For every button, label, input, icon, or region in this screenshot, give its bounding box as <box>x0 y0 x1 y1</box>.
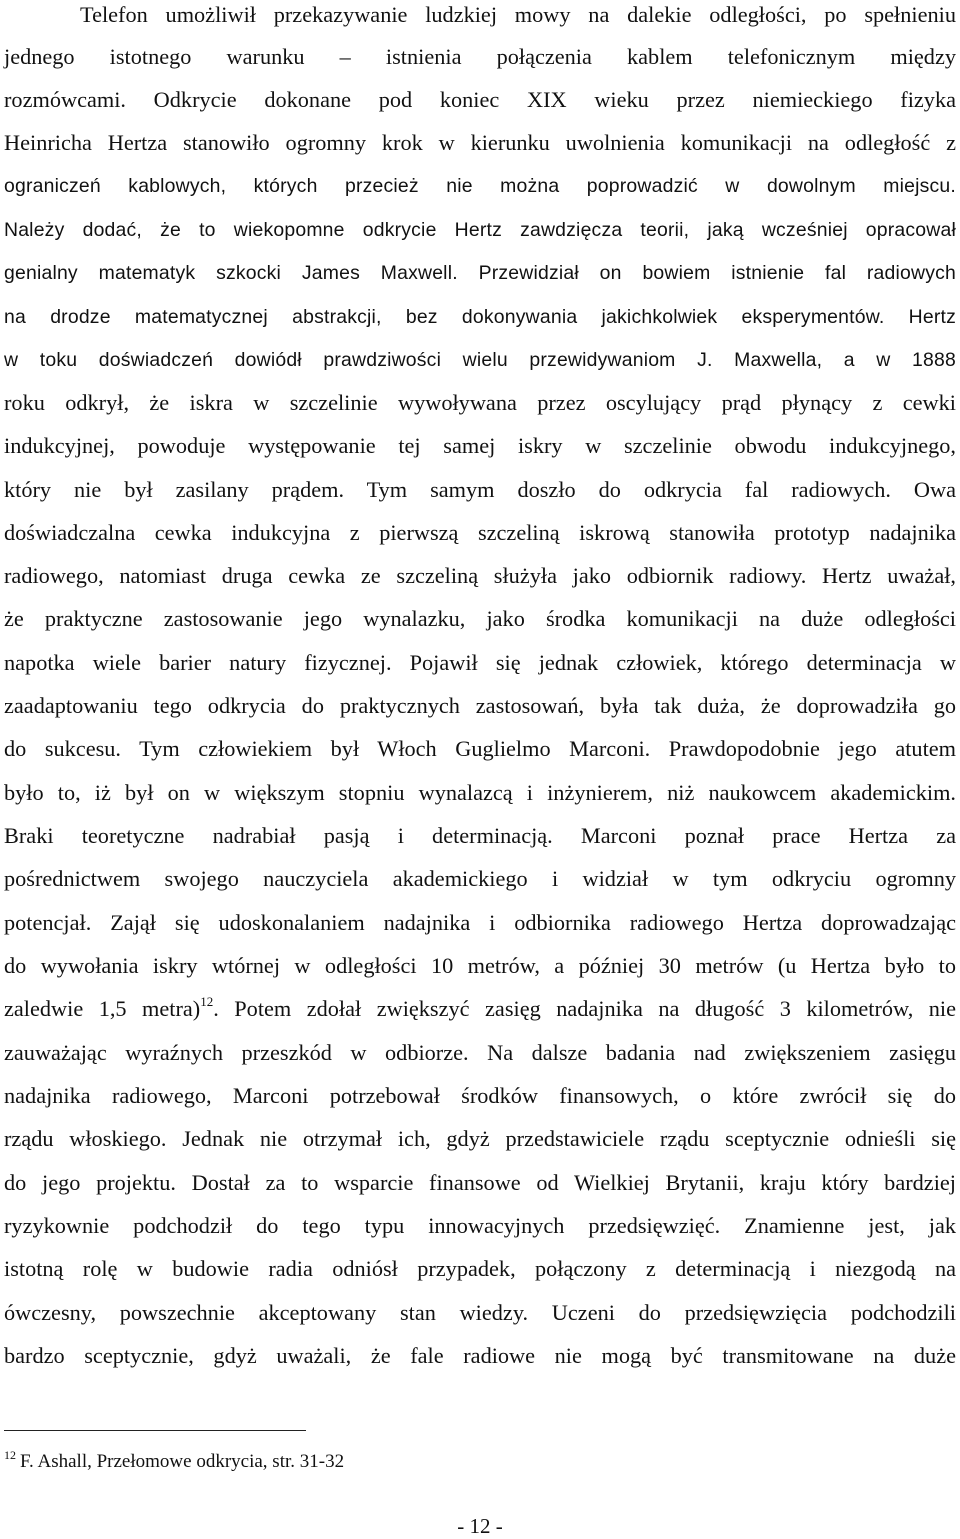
footnote-text: F. Ashall, Przełomowe odkrycia, str. 31-32 <box>20 1451 345 1472</box>
paragraph-line: Braki teoretyczne nadrabiał pasją i determinacją. Marconi poznał prace Hertza za <box>4 823 956 848</box>
line-text: . Potem zdołał zwiększyć zasięg nadajnika na długość 3 kilometrów, nie <box>213 996 956 1021</box>
paragraph-line: istotną rolę w budowie radia odniósł przypadek, połączony z determinacją i niezgodą na <box>4 1256 956 1281</box>
paragraph-line: Heinricha Hertza stanowiło ogromny krok w kierunku uwolnienia komunikacji na odległość z <box>4 130 956 155</box>
paragraph-line: który nie był zasilany prądem. Tym samym doszło do odkrycia fal radiowych. Owa <box>4 477 956 502</box>
paragraph-line: było to, iż był on w większym stopniu wynalazcą i inżynierem, niż naukowcem akademickim. <box>4 780 956 805</box>
paragraph-line: rządu włoskiego. Jednak nie otrzymał ich, gdyż przedstawiciele rządu sceptycznie odnieśli się <box>4 1126 956 1151</box>
paragraph-line: do wywołania iskry wtórnej w odległości 10 metrów, a później 30 metrów (u Hertza było to <box>4 953 956 978</box>
paragraph-line: pośrednictwem swojego nauczyciela akademickiego i widział w tym odkryciu ogromny <box>4 866 956 891</box>
paragraph-line: genialny matematyk szkocki James Maxwell. Przewidział on bowiem istnienie fal radiowych <box>4 262 956 284</box>
paragraph-line: ryzykownie podchodził do tego typu innowacyjnych przedsięwzięć. Znamienne jest, jak <box>4 1213 956 1238</box>
footnote-reference: 12 <box>200 994 214 1009</box>
paragraph-line: napotka wiele barier natury fizycznej. Pojawił się jednak człowiek, którego determinacja w <box>4 650 956 675</box>
paragraph-line <box>4 994 956 1024</box>
paragraph-line: doświadczalna cewka indukcyjna z pierwszą szczeliną iskrową stanowiła prototyp nadajnika <box>4 520 956 545</box>
footnote-divider <box>4 1430 306 1431</box>
page-number: - 12 - <box>457 1514 503 1538</box>
paragraph-line: radiowego, natomiast druga cewka ze szczeliną służyła jako odbiornik radiowy. Hertz uważał, <box>4 563 956 588</box>
paragraph-line: na drodze matematycznej abstrakcji, bez dokonywania jakichkolwiek eksperymentów. Hertz <box>4 306 956 328</box>
paragraph-line: do sukcesu. Tym człowiekiem był Włoch Guglielmo Marconi. Prawdopodobnie jego atutem <box>4 736 956 761</box>
paragraph-line: zauważając wyraźnych przeszkód w odbiorze. Na dalsze badania nad zwiększeniem zasięgu <box>4 1040 956 1065</box>
line-text: zaledwie 1,5 metra) <box>4 996 201 1021</box>
paragraph-line: do jego projektu. Dostał za to wsparcie finansowe od Wielkiej Brytanii, kraju który bardziej <box>4 1170 956 1195</box>
paragraph-line: ówczesny, powszechnie akceptowany stan wiedzy. Uczeni do przedsięwzięcia podchodzili <box>4 1300 956 1325</box>
footnote <box>4 1443 344 1474</box>
paragraph-line: jednego istotnego warunku – istnienia połączenia kablem telefonicznym między <box>4 44 956 69</box>
paragraph-line: bardzo sceptycznie, gdyż uważali, że fale radiowe nie mogą być transmitowane na duże <box>4 1343 956 1368</box>
paragraph-line: ograniczeń kablowych, których przecież nie można poprowadzić w dowolnym miejscu. <box>4 175 956 197</box>
paragraph-line: zaadaptowaniu tego odkrycia do praktycznych zastosowań, była tak duża, że doprowadziła go <box>4 693 956 718</box>
paragraph-line: roku odkrył, że iskra w szczelinie wywoływana przez oscylujący prąd płynący z cewki <box>4 390 956 415</box>
paragraph-line: Należy dodać, że to wiekopomne odkrycie Hertz zawdzięcza teorii, jaką wcześniej opracował <box>4 219 956 241</box>
paragraph-line: indukcyjnej, powoduje występowanie tej samej iskry w szczelinie obwodu indukcyjnego, <box>4 433 956 458</box>
footnote-number: 12 <box>4 1448 16 1462</box>
paragraph-line: że praktyczne zastosowanie jego wynalazku, jako środka komunikacji na duże odległości <box>4 606 956 631</box>
paragraph-line: rozmówcami. Odkrycie dokonane pod koniec XIX wieku przez niemieckiego fizyka <box>4 87 956 112</box>
paragraph-line: potencjał. Zajął się udoskonalaniem nadajnika i odbiornika radiowego Hertza doprowadzając <box>4 910 956 935</box>
paragraph-line: Telefon umożliwił przekazywanie ludzkiej mowy na dalekie odległości, po spełnieniu <box>80 2 956 27</box>
paragraph-line: nadajnika radiowego, Marconi potrzebował środków finansowych, o które zwrócił się do <box>4 1083 956 1108</box>
paragraph-line: w toku doświadczeń dowiódł prawdziwości wielu przewidywaniom J. Maxwella, a w 1888 <box>4 349 956 371</box>
